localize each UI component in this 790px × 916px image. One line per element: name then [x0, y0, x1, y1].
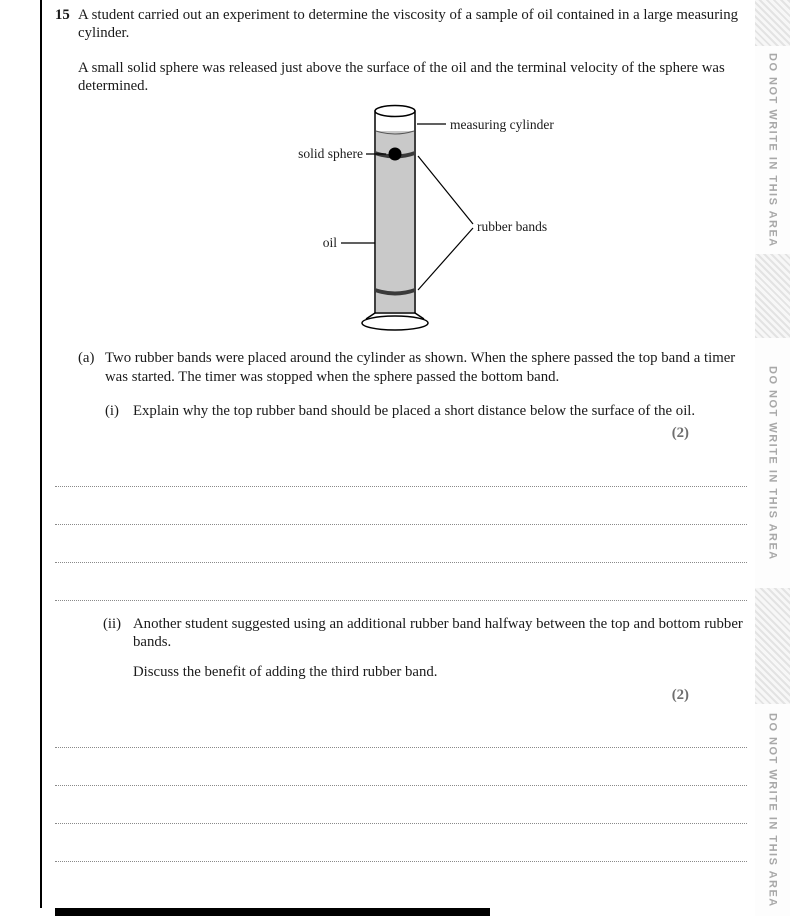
solid-sphere — [389, 148, 402, 161]
answer-line — [55, 786, 747, 824]
part-a-i-label: (i) — [105, 403, 119, 420]
leader-rubber-band-bottom — [418, 228, 473, 290]
cylinder-base — [362, 316, 428, 330]
leader-rubber-band-top — [418, 156, 473, 224]
question-intro-text: A student carried out an experiment to determine the viscosity of a sample of oil contained in a large measuring cylinder. — [78, 7, 739, 42]
question-intro — [55, 6, 747, 43]
do-not-write-text: DO NOT WRITE IN THIS AREA — [766, 365, 779, 561]
sidebar-hatch — [755, 254, 790, 338]
part-a-i — [105, 402, 747, 420]
answer-line — [55, 449, 747, 487]
answer-line — [55, 824, 747, 862]
marks-part-i: (2) — [671, 425, 689, 442]
part-a-i-text: Explain why the top rubber band should be placed a short distance below the surface of the oil. — [133, 403, 696, 420]
question-number: 15 — [55, 7, 70, 23]
question-content — [55, 6, 747, 862]
sidebar-hatch — [755, 588, 790, 704]
part-a-ii-text-1: Another student suggested using an additional rubber band halfway between the top and bottom rubber bands. — [133, 615, 743, 651]
part-a-text: Two rubber bands were placed around the cylinder as shown. When the sphere passed the top band a timer was started. The timer was stopped when the sphere passed the bottom band. — [105, 350, 736, 385]
answer-area-part-ii — [55, 710, 747, 862]
answer-line — [55, 563, 747, 601]
do-not-write-text: DO NOT WRITE IN THIS AREA — [766, 52, 779, 248]
label-solid-sphere: solid sphere — [298, 146, 363, 162]
part-a-ii-label: (ii) — [103, 615, 122, 632]
measuring-cylinder-figure — [265, 101, 605, 337]
answer-area-part-i — [55, 449, 747, 601]
answer-line — [55, 748, 747, 786]
label-rubber-bands: rubber bands — [477, 219, 548, 235]
cylinder-rim — [375, 106, 415, 117]
question-intro-text-2: A small solid sphere was released just above the surface of the oil and the terminal velocity of the sphere was determined. — [78, 59, 725, 95]
label-oil: oil — [322, 235, 337, 251]
sidebar-hatch — [755, 0, 790, 46]
do-not-write-text: DO NOT WRITE IN THIS AREA — [766, 712, 779, 908]
answer-line — [55, 525, 747, 563]
part-a — [78, 349, 747, 386]
left-margin-rule — [40, 0, 42, 908]
marks-part-ii: (2) — [671, 686, 689, 703]
part-a-ii — [103, 615, 747, 682]
part-a-label: (a) — [78, 350, 95, 367]
apparatus-diagram — [55, 101, 747, 337]
do-not-write-sidebar — [755, 0, 790, 916]
answer-line — [55, 487, 747, 525]
page-footer-bar — [55, 908, 490, 916]
label-measuring-cylinder: measuring cylinder — [450, 117, 554, 133]
part-a-ii-text-2: Discuss the benefit of adding the third rubber band. — [133, 664, 438, 681]
answer-line — [55, 710, 747, 748]
